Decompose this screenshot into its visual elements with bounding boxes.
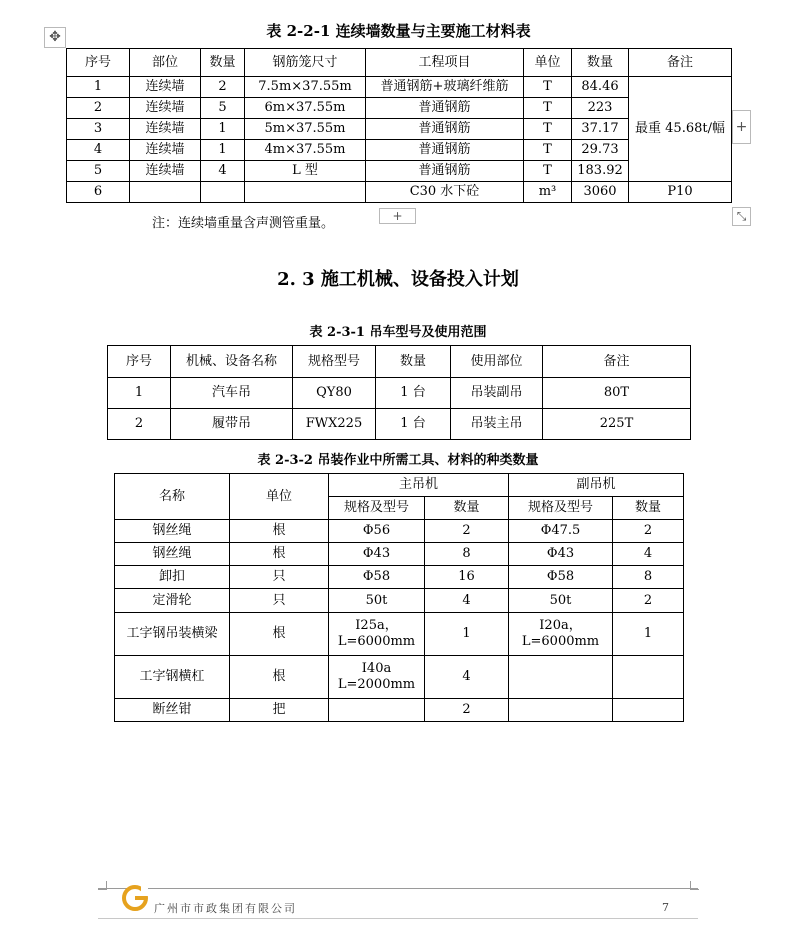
col-header: 序号 (67, 49, 130, 77)
table-cell[interactable] (245, 182, 366, 203)
table-row (115, 656, 684, 699)
table-row (115, 566, 684, 589)
table-cell[interactable] (509, 656, 613, 699)
col-header: 规格型号 (293, 346, 376, 378)
table-cell[interactable]: 连续墙 (130, 119, 201, 140)
table-cell[interactable]: 钢丝绳 (115, 520, 230, 543)
table-cell[interactable]: 工字钢吊装横梁 (115, 613, 230, 656)
add-column-button[interactable]: + (732, 110, 751, 144)
table-cell[interactable]: QY80 (293, 378, 376, 409)
table-row (67, 182, 732, 203)
table-cell[interactable]: 根 (230, 543, 329, 566)
table-cell[interactable] (201, 182, 245, 203)
table-cell[interactable]: 吊装主吊 (451, 409, 543, 440)
table-cell[interactable]: 2 (201, 77, 245, 98)
add-row-button[interactable]: + (379, 208, 416, 224)
table-cell[interactable]: 5 (67, 161, 130, 182)
table-cell[interactable]: 183.92 (572, 161, 629, 182)
table-cell[interactable]: 84.46 (572, 77, 629, 98)
table-cell[interactable]: 普通钢筋 (366, 161, 524, 182)
table-cell[interactable]: 连续墙 (130, 161, 201, 182)
col-header: 单位 (230, 474, 329, 520)
col-header: 备注 (629, 49, 732, 77)
table-cell[interactable] (613, 699, 684, 722)
table-row (108, 409, 691, 440)
table-cell[interactable]: 8 (613, 566, 684, 589)
table-cell[interactable]: 37.17 (572, 119, 629, 140)
table-cell[interactable]: 1 (67, 77, 130, 98)
table-cell[interactable]: 223 (572, 98, 629, 119)
table-cell[interactable]: 定滑轮 (115, 589, 230, 613)
table-cell[interactable]: Φ43 (329, 543, 425, 566)
col-header: 部位 (130, 49, 201, 77)
table-cell[interactable]: 4 (425, 656, 509, 699)
table-move-handle-icon[interactable]: ✥ (44, 27, 66, 48)
table-cell[interactable]: m³ (524, 182, 572, 203)
table-cell[interactable]: P10 (629, 182, 732, 203)
table-cell[interactable]: FWX225 (293, 409, 376, 440)
table-cell[interactable]: 吊装副吊 (451, 378, 543, 409)
table-cell[interactable]: 钢丝绳 (115, 543, 230, 566)
table-cell[interactable]: 7.5m×37.55m (245, 77, 366, 98)
col-header: 名称 (115, 474, 230, 520)
table-header-row (108, 346, 691, 378)
table-cell[interactable]: 只 (230, 589, 329, 613)
lifting-tools-table (114, 473, 684, 722)
table2-title: 表 2-3-1 吊车型号及使用范围 (309, 325, 487, 340)
col-header: 单位 (524, 49, 572, 77)
table-cell[interactable]: 16 (425, 566, 509, 589)
table-cell[interactable]: 普通钢筋 (366, 140, 524, 161)
table1-title: 表 2-2-1 连续墙数量与主要施工材料表 (266, 22, 531, 40)
table-cell[interactable]: 8 (425, 543, 509, 566)
table-cell[interactable]: 连续墙 (130, 77, 201, 98)
table-cell[interactable] (130, 182, 201, 203)
table-cell[interactable]: 1 台 (376, 409, 451, 440)
table3-title: 表 2-3-2 吊装作业中所需工具、材料的种类数量 (257, 453, 539, 468)
group-header-main-crane: 主吊机 (329, 474, 509, 497)
table-cell[interactable]: 50t (329, 589, 425, 613)
page-corner-mark (690, 881, 699, 890)
col-header: 备注 (543, 346, 691, 378)
table-cell[interactable]: 225T (543, 409, 691, 440)
table-cell[interactable]: 2 (613, 520, 684, 543)
table-cell[interactable]: 6m×37.55m (245, 98, 366, 119)
table-cell[interactable]: Φ56 (329, 520, 425, 543)
table-cell[interactable]: I40a L=2000mm (329, 656, 425, 699)
table-cell[interactable]: 5m×37.55m (245, 119, 366, 140)
merged-remark-cell[interactable]: 最重 45.68t/幅 (629, 77, 732, 182)
company-name: 广州市市政集团有限公司 (154, 902, 297, 915)
table-cell[interactable]: 普通钢筋 (366, 98, 524, 119)
col-header: 使用部位 (451, 346, 543, 378)
table-cell[interactable]: 2 (613, 589, 684, 613)
page-corner-mark (98, 881, 107, 890)
table-row (115, 589, 684, 613)
table-cell[interactable]: 6 (67, 182, 130, 203)
table-cell[interactable]: 断丝钳 (115, 699, 230, 722)
col-header: 钢筋笼尺寸 (245, 49, 366, 77)
table-cell[interactable]: T (524, 77, 572, 98)
table-cell[interactable]: 2 (425, 520, 509, 543)
table-cell[interactable]: 普通钢筋+玻璃纤维筋 (366, 77, 524, 98)
table-cell[interactable] (613, 656, 684, 699)
table-row (115, 520, 684, 543)
table-header-row (115, 474, 684, 497)
table-cell[interactable]: I25a， L=6000mm (329, 613, 425, 656)
footer-bottom-rule (98, 918, 698, 919)
table-row (67, 77, 732, 98)
col-header: 数量 (572, 49, 629, 77)
table-header-row (67, 49, 732, 77)
col-header: 工程项目 (366, 49, 524, 77)
table-cell[interactable]: 根 (230, 613, 329, 656)
continuous-wall-materials-table (66, 48, 732, 203)
table-cell[interactable]: 汽车吊 (171, 378, 293, 409)
table-cell[interactable]: 卸扣 (115, 566, 230, 589)
table-cell[interactable]: 3 (67, 119, 130, 140)
table-cell[interactable]: 80T (543, 378, 691, 409)
table-cell[interactable]: Φ47.5 (509, 520, 613, 543)
table-cell[interactable]: 把 (230, 699, 329, 722)
table-cell[interactable]: 2 (425, 699, 509, 722)
col-header: 机械、设备名称 (171, 346, 293, 378)
table-cell[interactable]: 4 (613, 543, 684, 566)
table-cell[interactable]: I20a， L=6000mm (509, 613, 613, 656)
company-logo-icon (122, 885, 148, 911)
table-cell[interactable]: 50t (509, 589, 613, 613)
col-header: 规格及型号 (329, 497, 425, 520)
table-cell[interactable] (329, 699, 425, 722)
table-cell[interactable]: 1 (425, 613, 509, 656)
table-cell[interactable]: T (524, 119, 572, 140)
table-cell[interactable]: T (524, 161, 572, 182)
page-number: 7 (662, 901, 669, 914)
table-cell[interactable]: Φ58 (509, 566, 613, 589)
table-cell[interactable]: 4 (201, 161, 245, 182)
resize-handle-icon[interactable]: ⤡ (732, 207, 751, 226)
table-cell[interactable]: Φ58 (329, 566, 425, 589)
section-heading: 2. 3 施工机械、设备投入计划 (277, 269, 519, 290)
table-cell[interactable]: 连续墙 (130, 98, 201, 119)
table-cell[interactable] (509, 699, 613, 722)
col-header: 序号 (108, 346, 171, 378)
table-cell[interactable]: 根 (230, 520, 329, 543)
col-header: 规格及型号 (509, 497, 613, 520)
table-cell[interactable]: 工字钢横杠 (115, 656, 230, 699)
col-header: 数量 (376, 346, 451, 378)
table-row (115, 699, 684, 722)
table-cell[interactable]: 1 (613, 613, 684, 656)
table1-note: 注：连续墙重量含声测管重量。 (152, 216, 335, 231)
table-row (115, 543, 684, 566)
table-cell[interactable]: 5 (201, 98, 245, 119)
col-header: 数量 (201, 49, 245, 77)
table-cell[interactable]: T (524, 140, 572, 161)
col-header: 数量 (425, 497, 509, 520)
table-cell[interactable]: 4 (67, 140, 130, 161)
footer-divider (98, 888, 698, 889)
table-cell[interactable]: 29.73 (572, 140, 629, 161)
table-cell[interactable]: 2 (108, 409, 171, 440)
table-cell[interactable]: 3060 (572, 182, 629, 203)
table-row (108, 378, 691, 409)
group-header-aux-crane: 副吊机 (509, 474, 684, 497)
table-cell[interactable]: 1 (201, 119, 245, 140)
table-cell[interactable]: 4m×37.55m (245, 140, 366, 161)
table-cell[interactable]: 1 (108, 378, 171, 409)
table-cell[interactable]: C30 水下砼 (366, 182, 524, 203)
table-cell[interactable]: L 型 (245, 161, 366, 182)
table-row (115, 613, 684, 656)
table-cell[interactable]: 2 (67, 98, 130, 119)
crane-model-table (107, 345, 691, 440)
table-cell[interactable]: 普通钢筋 (366, 119, 524, 140)
table-cell[interactable]: 1 台 (376, 378, 451, 409)
table-cell[interactable]: 履带吊 (171, 409, 293, 440)
col-header: 数量 (613, 497, 684, 520)
table-cell[interactable]: 根 (230, 656, 329, 699)
table-cell[interactable]: 1 (201, 140, 245, 161)
table-cell[interactable]: Φ43 (509, 543, 613, 566)
table-cell[interactable]: T (524, 98, 572, 119)
table-cell[interactable]: 4 (425, 589, 509, 613)
table-cell[interactable]: 只 (230, 566, 329, 589)
table-cell[interactable]: 连续墙 (130, 140, 201, 161)
